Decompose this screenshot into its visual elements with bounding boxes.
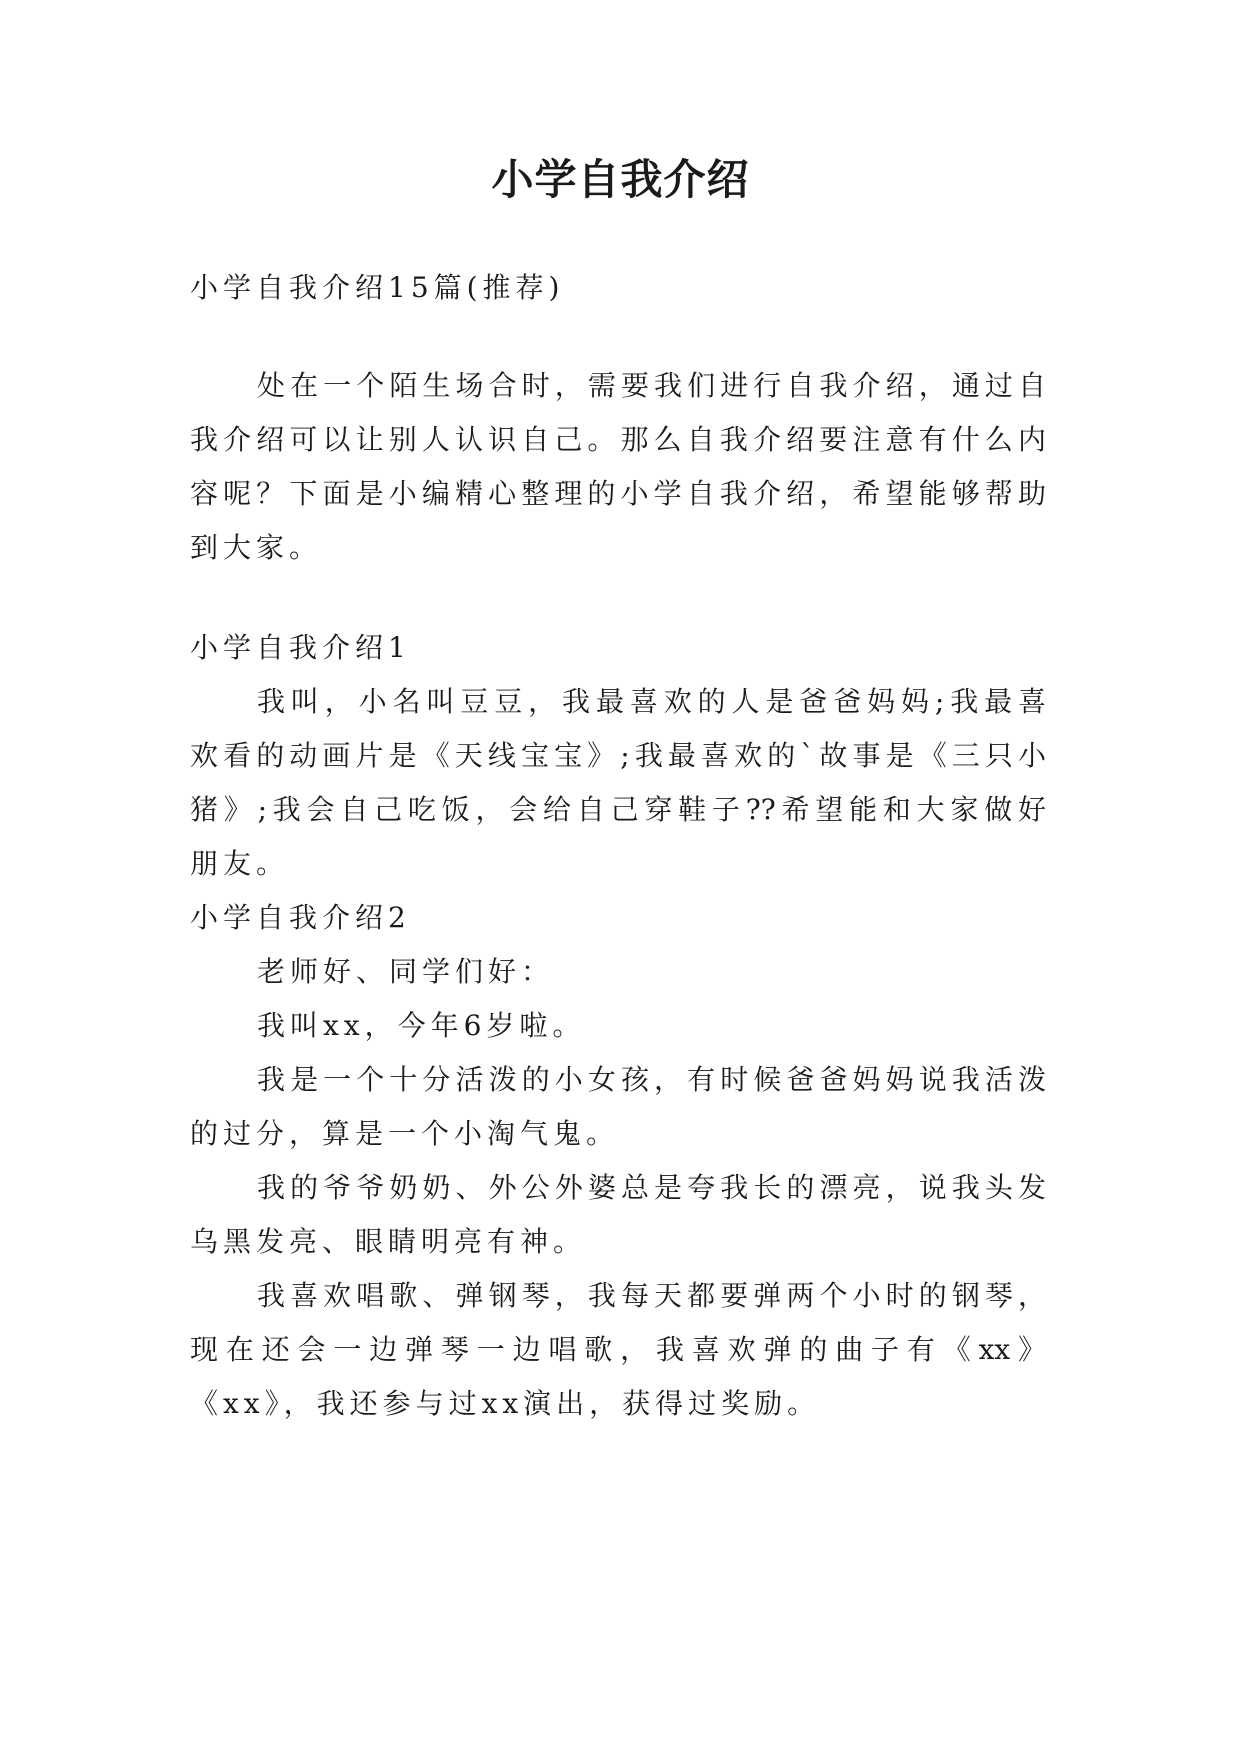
intro-line: 处在一个陌生场合时，需要我们进行自我介绍，通过自 (257, 369, 1046, 402)
document-subtitle: 小学自我介绍15篇(推荐) (190, 271, 565, 304)
section-line: 我的爷爷奶奶、外公外婆总是夸我长的漂亮，说我头发 (257, 1171, 1046, 1204)
section-line: 《xx》，我还参与过xx演出，获得过奖励。 (190, 1387, 821, 1420)
section-heading: 小学自我介绍2 (190, 901, 411, 934)
section-line: 我是一个十分活泼的小女孩，有时候爸爸妈妈说我活泼 (257, 1063, 1046, 1096)
section-line: 我喜欢唱歌、弹钢琴，我每天都要弹两个小时的钢琴， (257, 1279, 1046, 1312)
section-line: 我叫xx，今年6岁啦。 (257, 1009, 586, 1042)
document-title: 小学自我介绍 (491, 155, 750, 204)
section-line: 的过分，算是一个小淘气鬼。 (190, 1117, 620, 1150)
section-line: 猪》;我会自己吃饭，会给自己穿鞋子??希望能和大家做好 (190, 793, 1046, 826)
section-line: 乌黑发亮、眼睛明亮有神。 (190, 1225, 587, 1258)
section-line: 朋友。 (190, 847, 290, 880)
section-heading: 小学自我介绍1 (190, 631, 411, 664)
section-line: 欢看的动画片是《天线宝宝》;我最喜欢的`故事是《三只小 (190, 739, 1046, 772)
section-line: 现在还会一边弹琴一边唱歌，我喜欢弹的曲子有《xx》 (190, 1333, 1046, 1366)
section-line: 我叫，小名叫豆豆，我最喜欢的人是爸爸妈妈;我最喜 (257, 685, 1046, 718)
intro-line: 到大家。 (190, 531, 323, 564)
intro-line: 容呢？下面是小编精心整理的小学自我介绍，希望能够帮助 (190, 477, 1046, 510)
intro-line: 我介绍可以让别人认识自己。那么自我介绍要注意有什么内 (190, 423, 1046, 456)
section-line: 老师好、同学们好： (257, 955, 555, 988)
